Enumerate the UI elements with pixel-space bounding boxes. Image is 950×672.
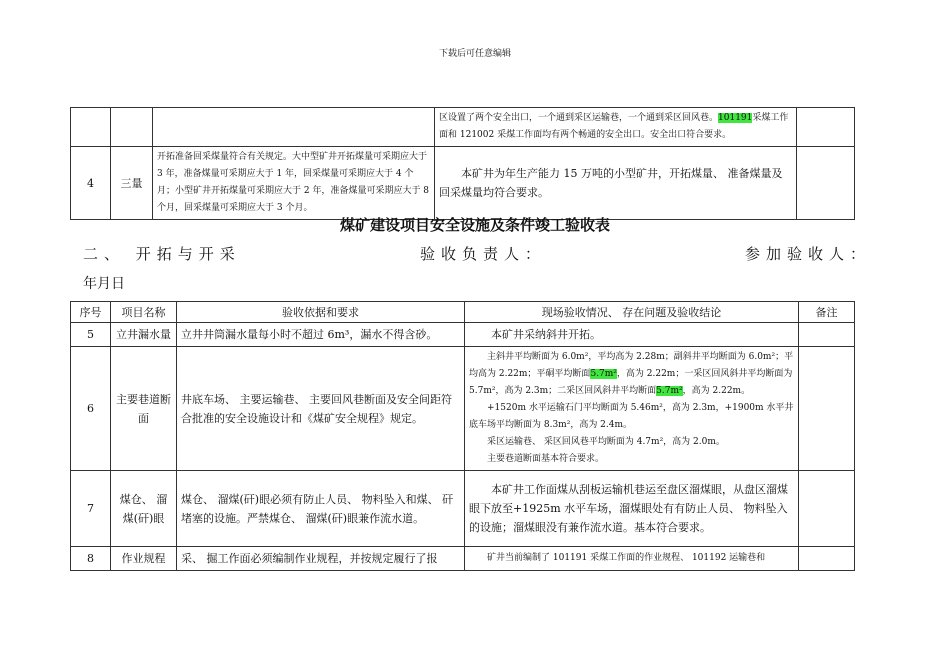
result-cell: 本矿井为年生产能力 15 万吨的小型矿井，开拓煤量、 准备煤量及回采煤量均符合要求。 [435, 147, 797, 220]
item-name: 煤仓、 溜煤(矸)眼 [111, 471, 177, 547]
row-number: 4 [71, 147, 111, 220]
row-number: 5 [71, 323, 111, 347]
item-name: 立井漏水量 [111, 323, 177, 347]
basis-cell: 井底车场、 主要运输巷、 主要回风巷断面及安全间距符合批准的安全设施设计和《煤矿安全规程》规定。 [177, 347, 465, 471]
table-row [71, 547, 855, 571]
responsible-label: 验收负责人： [420, 245, 547, 263]
basis-cell: 采、 掘工作面必须编制作业规程，并按规定履行了报 [177, 547, 465, 571]
table-row [71, 147, 855, 220]
header-basis: 验收依据和要求 [177, 302, 465, 323]
header-no: 序号 [71, 302, 111, 323]
item-name: 三量 [111, 147, 153, 220]
result-cell: 本矿井工作面煤从刮板运输机巷运至盘区溜煤眼，从盘区溜煤眼下放至+1925m 水平车场，溜煤眼处有有防止人员、 物料坠入的设施；溜煤眼没有兼作流水道。基本符合要求。 [465, 471, 799, 547]
result-cell: 本矿井采纳斜井开拓。 [465, 323, 799, 347]
basis-cell: 开拓准备回采煤量符合有关规定。大中型矿井开拓煤量可采期应大于 3 年，准备煤量可采期应大于 1 年，回采煤量可采期应大于 4 个月；小型矿井开拓煤量可采期应大于 2 年，准备煤量可采期应大于 8 个月，回采煤量可采期应大于 3 个月。 [153, 147, 435, 220]
header-result: 现场验收情况、 存在问题及验收结论 [465, 302, 799, 323]
basis-cell: 煤仓、 溜煤(矸)眼必须有防止人员、 物料坠入和煤、 矸堵塞的设施。严禁煤仓、 溜煤(矸)眼兼作流水道。 [177, 471, 465, 547]
row-number: 8 [71, 547, 111, 571]
table-row [71, 108, 855, 147]
date-line: 年月日 [83, 276, 125, 292]
section-label: 二、 开拓与开采 [83, 245, 241, 263]
row-number: 7 [71, 471, 111, 547]
top-table [70, 107, 855, 220]
header-remark: 备注 [799, 302, 855, 323]
participants-label: 参加验收人： [745, 245, 872, 263]
result-cell: 主斜井平均断面为 6.0m²，平均高为 2.28m；副斜井平均断面为 6.0m²；平均高为 2.22m；平硐平均断面5.7m²，高为 2.22m；一采区回风斜井平均断面为 5.7m²，高为 2.3m；二采区回风斜井平均断面5.7m²，高为 2.22m。 +1520m 水平运输石门平均断面为 5.46m²，高为 2.3m，+1900m 水平井底车场平均断面为 8.3m²，高为 2.4m。 采区运输巷、 采区回风巷平均断面为 4.7m²，高为 2.0m。 主要巷道断面基本符合要求。 [465, 347, 799, 471]
item-name: 主要巷道断面 [111, 347, 177, 471]
page-title: 煤矿建设项目安全设施及条件竣工验收表 [339, 216, 610, 234]
header-name: 项目名称 [111, 302, 177, 323]
item-name: 作业规程 [111, 547, 177, 571]
header-note: 下载后可任意编辑 [438, 49, 511, 59]
table-row [71, 347, 855, 471]
table-row [71, 471, 855, 547]
basis-cell: 立井井筒漏水量每小时不超过 6m³，漏水不得含砂。 [177, 323, 465, 347]
result-cell: 矿井当前编制了 101191 采煤工作面的作业规程、 101192 运输巷和 [465, 547, 799, 571]
row-number: 6 [71, 347, 111, 471]
result-cell: 区设置了两个安全出口，一个通到采区运输巷，一个通到采区回风巷。101191采煤工作面和 121002 采煤工作面均有两个畅通的安全出口。安全出口符合要求。 [435, 108, 797, 147]
table-row [71, 323, 855, 347]
acceptance-table [70, 301, 855, 571]
table-header [71, 302, 855, 323]
